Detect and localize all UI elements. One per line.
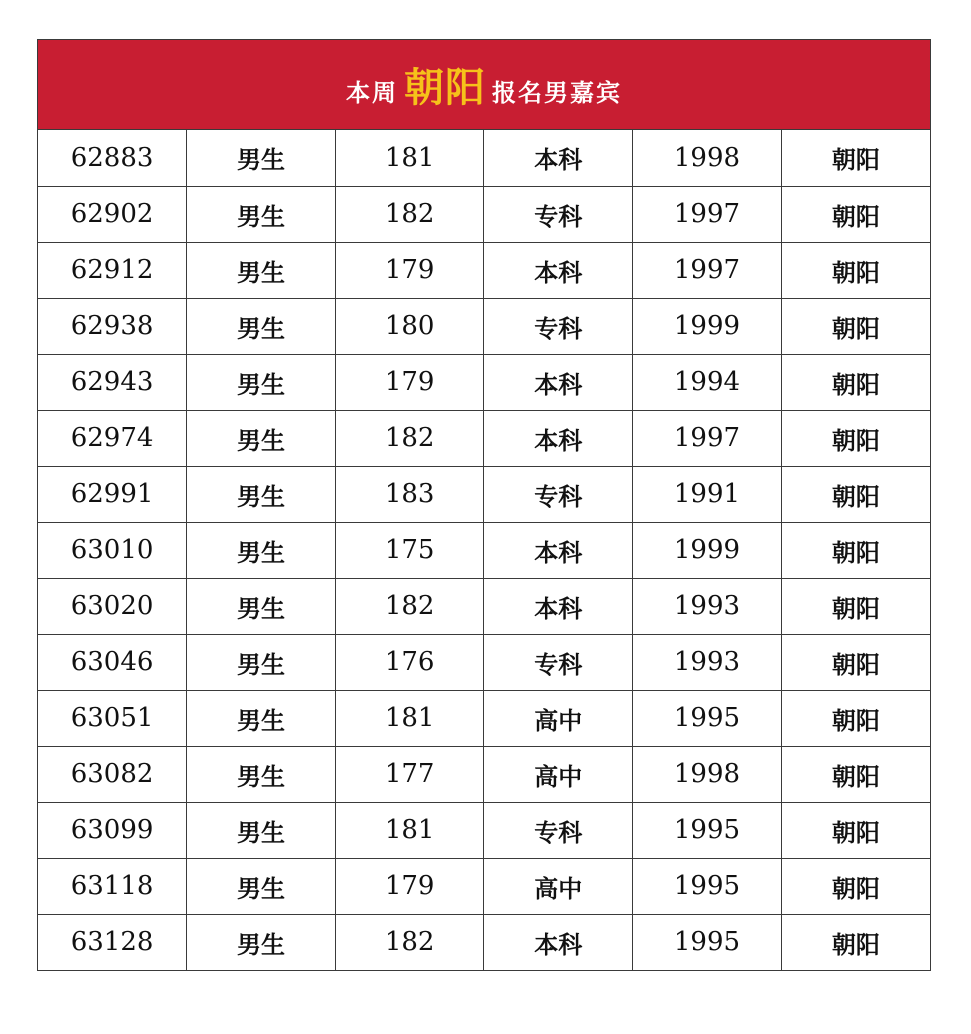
cell-id: 63118 xyxy=(38,858,187,914)
cell-education: 本科 xyxy=(484,242,633,298)
cell-gender: 男生 xyxy=(187,186,336,242)
cell-gender: 男生 xyxy=(187,802,336,858)
cell-education: 高中 xyxy=(484,858,633,914)
cell-education: 专科 xyxy=(484,466,633,522)
cell-id: 62991 xyxy=(38,466,187,522)
cell-id: 62912 xyxy=(38,242,187,298)
table-row xyxy=(38,410,930,466)
cell-id: 63051 xyxy=(38,690,187,746)
table-row xyxy=(38,522,930,578)
cell-height: 176 xyxy=(335,634,484,690)
cell-district: 朝阳 xyxy=(781,746,930,802)
cell-height: 182 xyxy=(335,186,484,242)
cell-gender: 男生 xyxy=(187,634,336,690)
table-row xyxy=(38,130,930,186)
title-banner xyxy=(38,40,930,130)
cell-district: 朝阳 xyxy=(781,466,930,522)
cell-gender: 男生 xyxy=(187,298,336,354)
cell-birth-year: 1997 xyxy=(633,242,782,298)
cell-birth-year: 1998 xyxy=(633,130,782,186)
table-row xyxy=(38,298,930,354)
cell-education: 本科 xyxy=(484,578,633,634)
cell-district: 朝阳 xyxy=(781,578,930,634)
cell-birth-year: 1997 xyxy=(633,186,782,242)
cell-education: 专科 xyxy=(484,298,633,354)
guest-list-sheet xyxy=(37,39,931,971)
table-row xyxy=(38,578,930,634)
cell-birth-year: 1994 xyxy=(633,354,782,410)
cell-district: 朝阳 xyxy=(781,522,930,578)
table-row xyxy=(38,634,930,690)
cell-height: 181 xyxy=(335,130,484,186)
cell-education: 本科 xyxy=(484,130,633,186)
cell-gender: 男生 xyxy=(187,690,336,746)
cell-district: 朝阳 xyxy=(781,690,930,746)
cell-gender: 男生 xyxy=(187,130,336,186)
cell-id: 63010 xyxy=(38,522,187,578)
cell-gender: 男生 xyxy=(187,746,336,802)
cell-district: 朝阳 xyxy=(781,858,930,914)
cell-height: 181 xyxy=(335,802,484,858)
cell-gender: 男生 xyxy=(187,242,336,298)
table-row xyxy=(38,746,930,802)
table-row xyxy=(38,802,930,858)
cell-gender: 男生 xyxy=(187,858,336,914)
cell-id: 63082 xyxy=(38,746,187,802)
cell-birth-year: 1993 xyxy=(633,634,782,690)
cell-education: 高中 xyxy=(484,746,633,802)
cell-birth-year: 1995 xyxy=(633,802,782,858)
cell-id: 63099 xyxy=(38,802,187,858)
title-suffix: 报名男嘉宾 xyxy=(492,78,622,107)
title-prefix: 本周 xyxy=(346,78,398,107)
cell-birth-year: 1995 xyxy=(633,690,782,746)
table-row xyxy=(38,858,930,914)
cell-birth-year: 1998 xyxy=(633,746,782,802)
cell-height: 179 xyxy=(335,858,484,914)
cell-education: 高中 xyxy=(484,690,633,746)
cell-birth-year: 1995 xyxy=(633,858,782,914)
cell-id: 62974 xyxy=(38,410,187,466)
cell-birth-year: 1997 xyxy=(633,410,782,466)
cell-education: 本科 xyxy=(484,914,633,970)
cell-gender: 男生 xyxy=(187,410,336,466)
cell-id: 62902 xyxy=(38,186,187,242)
cell-gender: 男生 xyxy=(187,578,336,634)
cell-id: 63046 xyxy=(38,634,187,690)
table-row xyxy=(38,186,930,242)
cell-district: 朝阳 xyxy=(781,802,930,858)
cell-height: 179 xyxy=(335,242,484,298)
cell-education: 本科 xyxy=(484,354,633,410)
table-row xyxy=(38,466,930,522)
cell-height: 182 xyxy=(335,578,484,634)
cell-district: 朝阳 xyxy=(781,634,930,690)
cell-height: 182 xyxy=(335,914,484,970)
cell-id: 62943 xyxy=(38,354,187,410)
cell-height: 179 xyxy=(335,354,484,410)
guest-table-body xyxy=(38,130,930,970)
title-highlight: 朝阳 xyxy=(404,64,486,111)
cell-education: 专科 xyxy=(484,634,633,690)
cell-district: 朝阳 xyxy=(781,298,930,354)
cell-birth-year: 1999 xyxy=(633,522,782,578)
cell-height: 183 xyxy=(335,466,484,522)
cell-id: 63020 xyxy=(38,578,187,634)
cell-education: 专科 xyxy=(484,186,633,242)
table-row xyxy=(38,242,930,298)
cell-district: 朝阳 xyxy=(781,130,930,186)
cell-height: 175 xyxy=(335,522,484,578)
cell-birth-year: 1993 xyxy=(633,578,782,634)
cell-district: 朝阳 xyxy=(831,930,880,959)
cell-education: 本科 xyxy=(484,522,633,578)
cell-district: 朝阳 xyxy=(781,186,930,242)
cell-education: 专科 xyxy=(484,802,633,858)
cell-id: 62938 xyxy=(38,298,187,354)
cell-birth-year: 1995 xyxy=(633,914,782,970)
cell-id: 62883 xyxy=(38,130,187,186)
cell-height: 180 xyxy=(335,298,484,354)
cell-height: 181 xyxy=(335,690,484,746)
cell-gender: 男生 xyxy=(187,354,336,410)
cell-gender: 男生 xyxy=(187,522,336,578)
cell-district: 朝阳 xyxy=(781,410,930,466)
cell-birth-year: 1999 xyxy=(633,298,782,354)
cell-education: 本科 xyxy=(484,410,633,466)
cell-id: 63128 xyxy=(38,914,187,970)
cell-height: 182 xyxy=(335,410,484,466)
table-row xyxy=(38,690,930,746)
cell-gender: 男生 xyxy=(187,914,336,970)
table-row xyxy=(38,354,930,410)
cell-gender: 男生 xyxy=(187,466,336,522)
cell-height: 177 xyxy=(335,746,484,802)
table-row xyxy=(38,914,930,970)
cell-district: 朝阳 xyxy=(781,354,930,410)
guest-table xyxy=(38,130,930,970)
cell-district: 朝阳 xyxy=(781,242,930,298)
cell-birth-year: 1991 xyxy=(633,466,782,522)
